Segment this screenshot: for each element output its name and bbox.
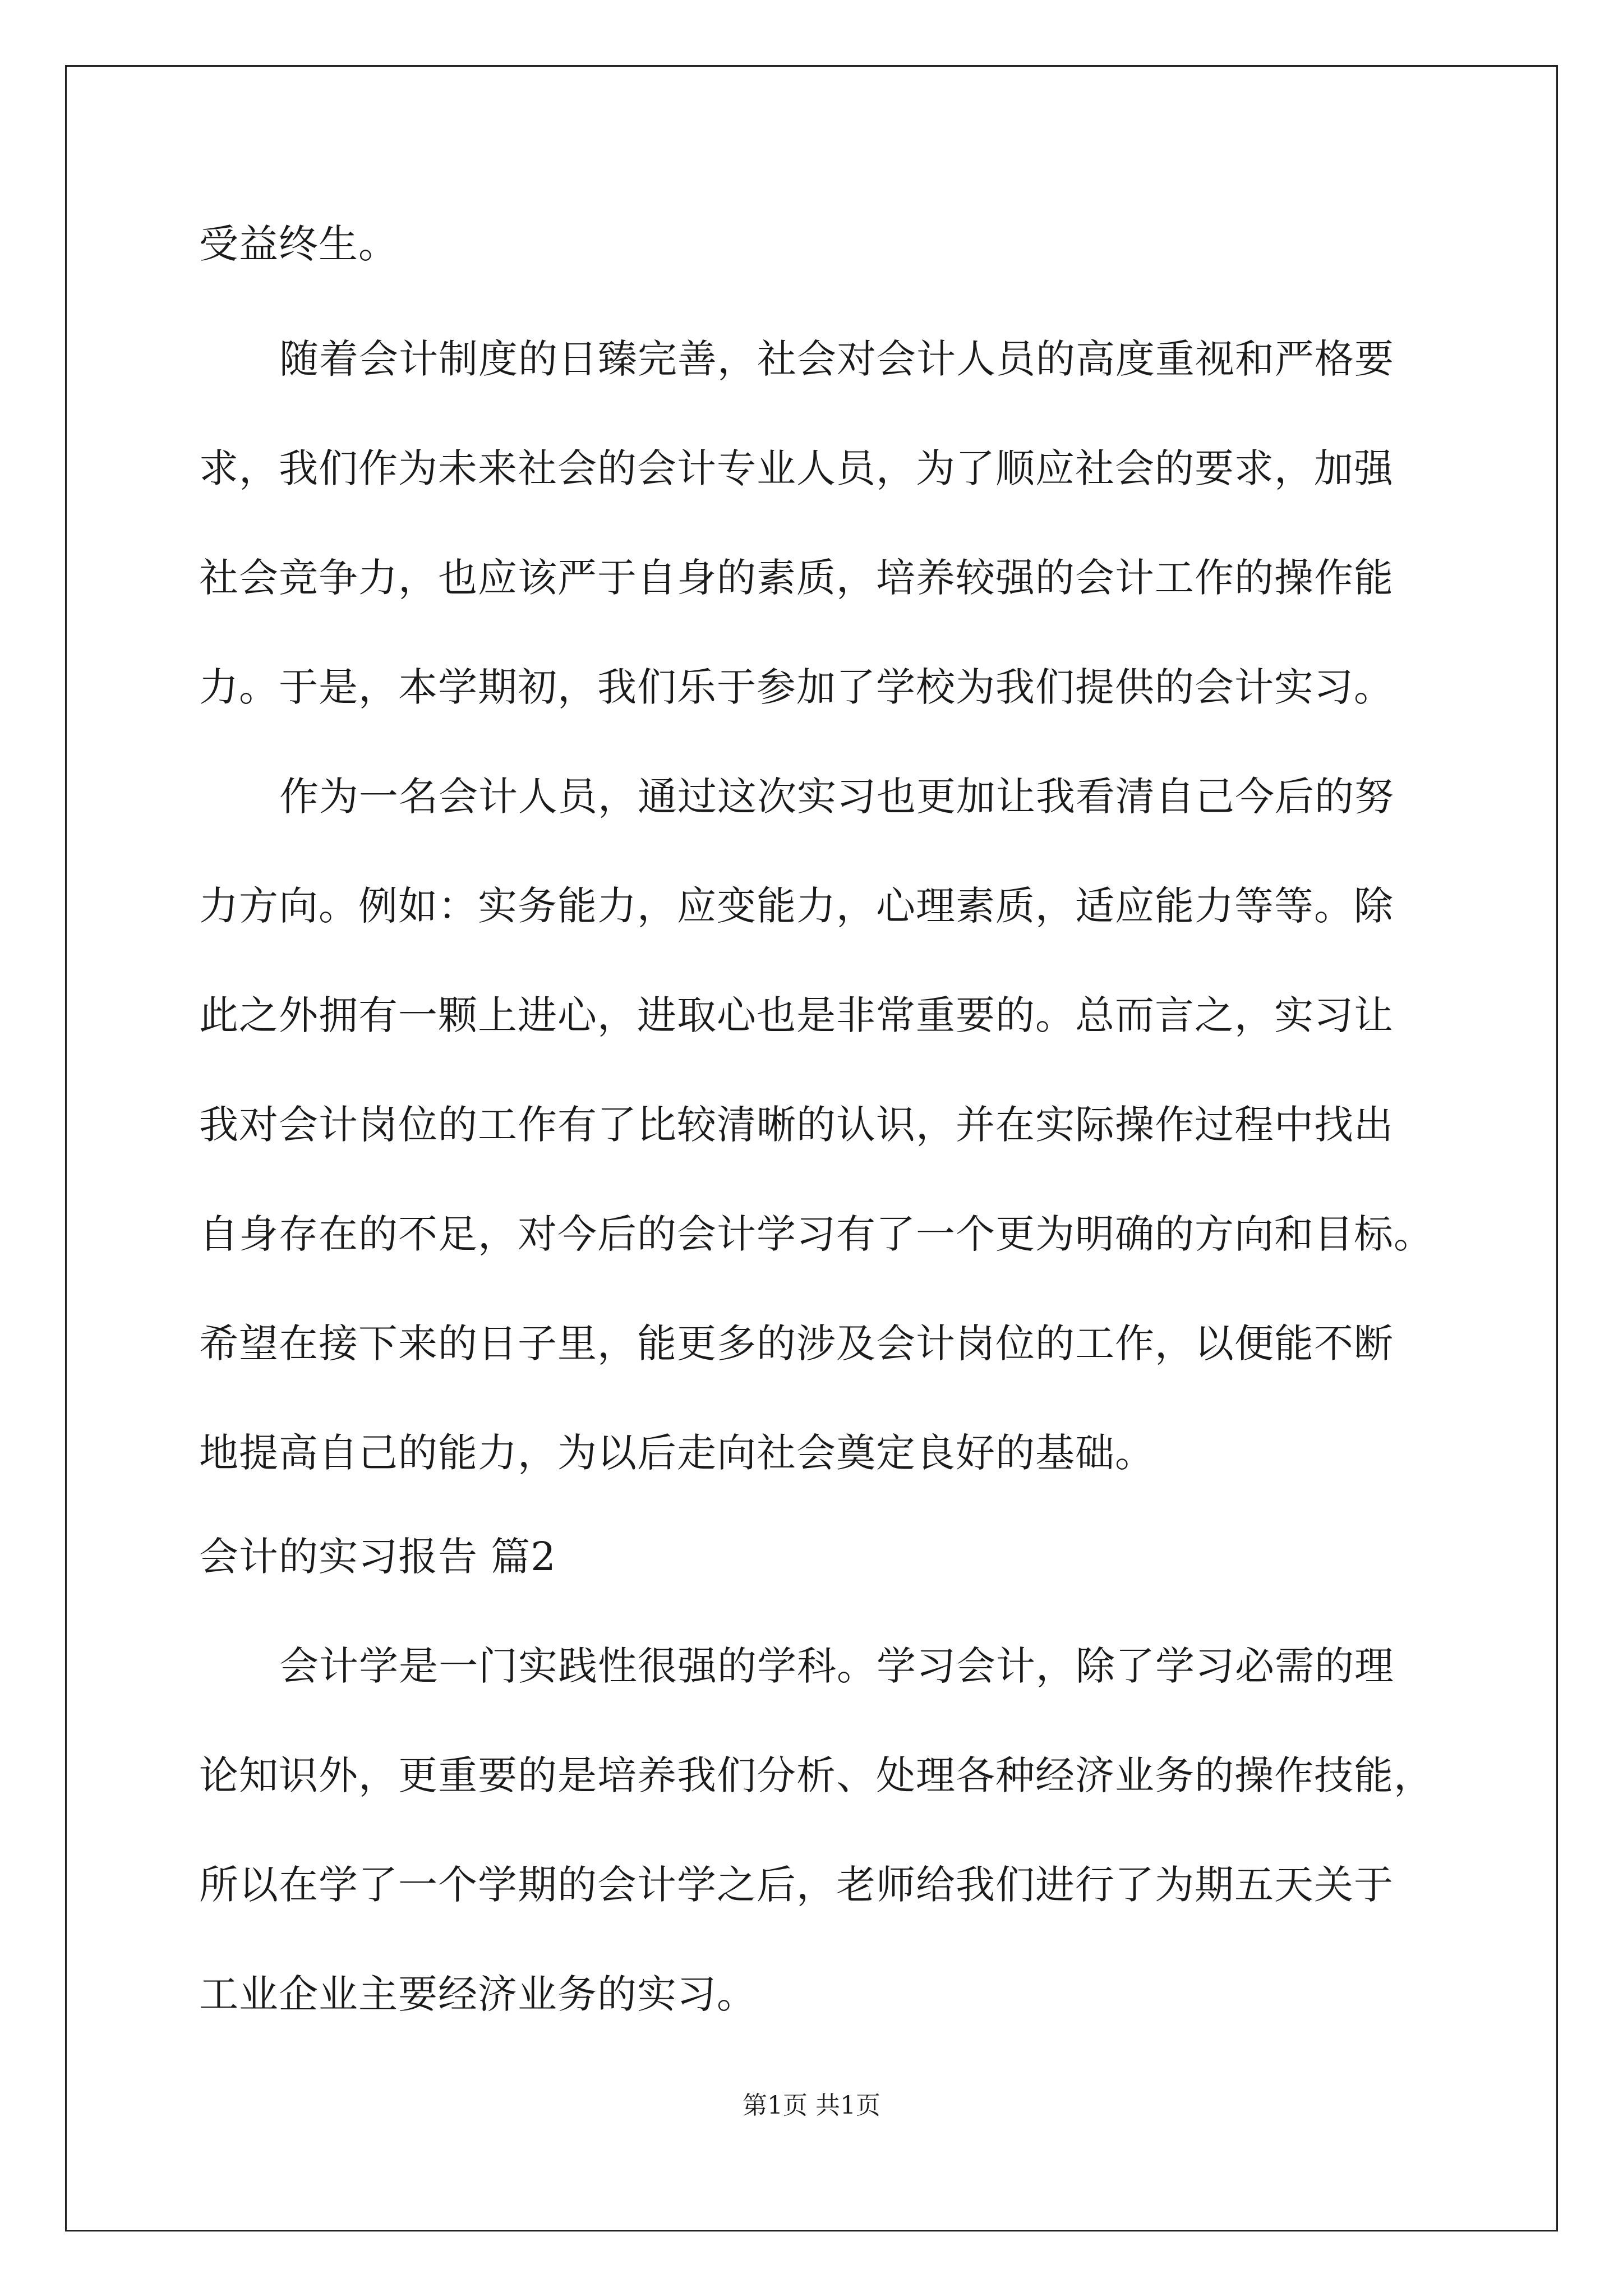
page-number-footer: 第1页 共1页 xyxy=(743,2091,880,2120)
paragraph-3-line-3: 此之外拥有一颗上进心，进取心也是非常重要的。总而言之，实习让 xyxy=(199,992,1394,1038)
paragraph-3-line-2: 力方向。例如：实务能力，应变能力，心理素质，适应能力等等。除 xyxy=(199,883,1394,929)
paragraph-2-line-2: 求，我们作为未来社会的会计专业人员，为了顺应社会的要求，加强 xyxy=(199,445,1394,491)
paragraph-3-line-6: 希望在接下来的日子里，能更多的涉及会计岗位的工作，以便能不断 xyxy=(199,1320,1394,1366)
paragraph-4-line-1: 会计学是一门实践性很强的学科。学习会计，除了学习必需的理 xyxy=(279,1643,1394,1689)
paragraph-2-line-4: 力。于是，本学期初，我们乐于参加了学校为我们提供的会计实习。 xyxy=(199,664,1394,710)
paragraph-3-line-7: 地提高自己的能力，为以后走向社会奠定良好的基础。 xyxy=(199,1430,1155,1476)
paragraph-3-line-4: 我对会计岗位的工作有了比较清晰的认识，并在实际操作过程中找出 xyxy=(199,1102,1394,1148)
paragraph-4-line-2: 论知识外，更重要的是培养我们分析、处理各种经济业务的操作技能， xyxy=(199,1752,1433,1798)
paragraph-4-line-4: 工业企业主要经济业务的实习。 xyxy=(199,1971,757,2017)
paragraph-1-line-1: 受益终生。 xyxy=(199,221,398,267)
paragraph-3-line-5: 自身存在的不足，对今后的会计学习有了一个更为明确的方向和目标。 xyxy=(199,1211,1433,1257)
paragraph-4-line-3: 所以在学了一个学期的会计学之后，老师给我们进行了为期五天关于 xyxy=(199,1862,1394,1908)
paragraph-2-line-1: 随着会计制度的日臻完善，社会对会计人员的高度重视和严格要 xyxy=(279,336,1394,382)
section-heading: 会计的实习报告 篇2 xyxy=(199,1534,556,1580)
paragraph-3-line-1: 作为一名会计人员，通过这次实习也更加让我看清自己今后的努 xyxy=(279,774,1394,820)
paragraph-2-line-3: 社会竞争力，也应该严于自身的素质，培养较强的会计工作的操作能 xyxy=(199,555,1394,601)
